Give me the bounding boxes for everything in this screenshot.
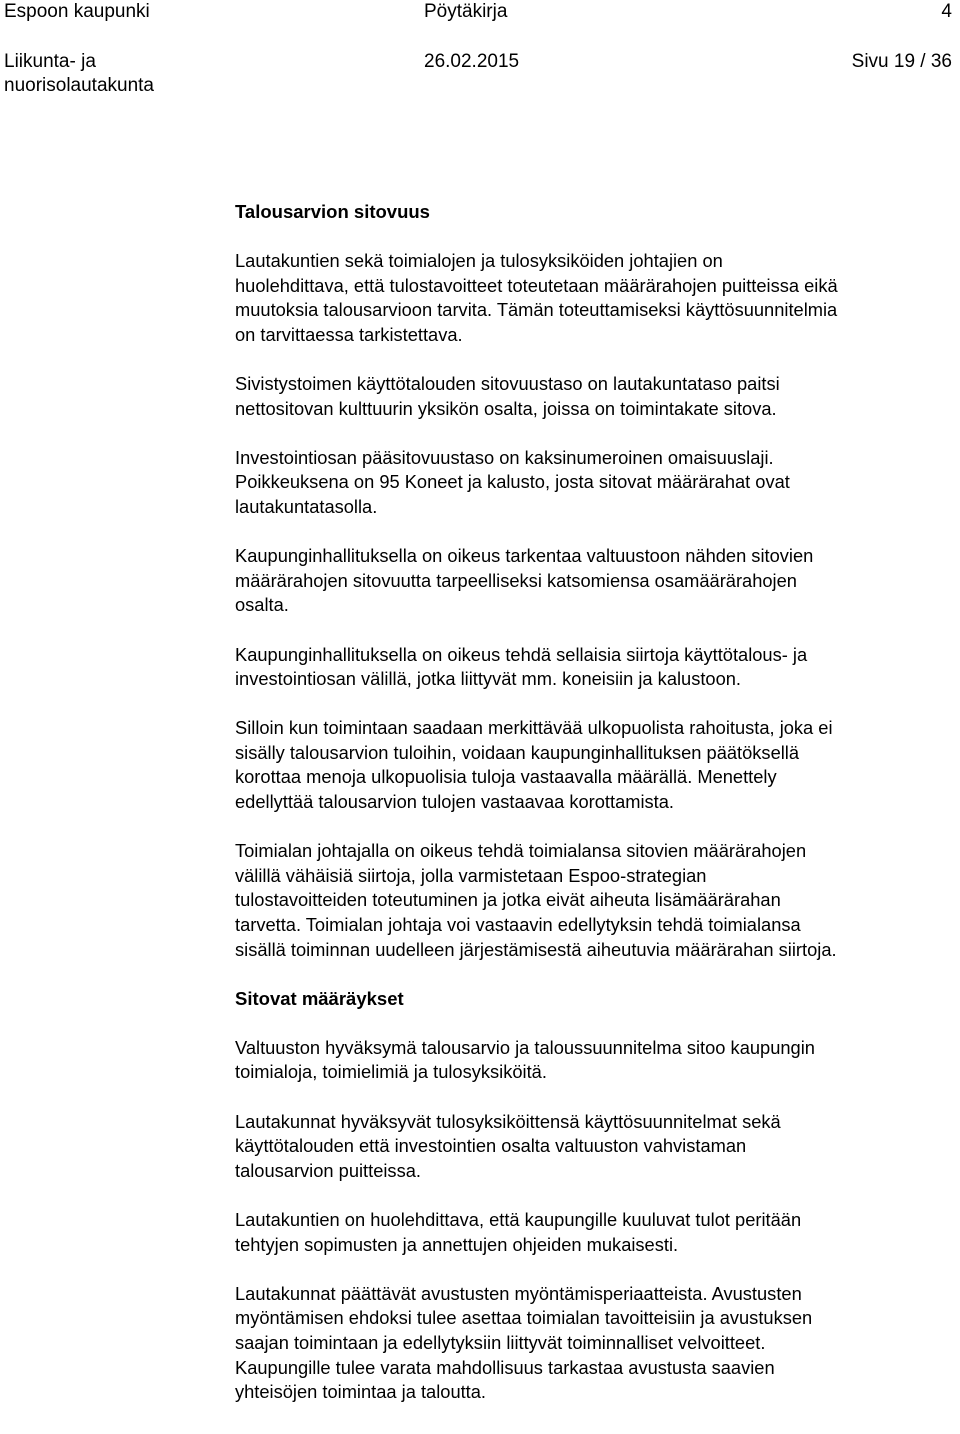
paragraph-line: Kaupungille tulee varata mahdollisuus tarkastaa avustusta saavien (235, 1356, 775, 1378)
paragraph-line: Sivistystoimen käyttötalouden sitovuustaso on lautakuntataso paitsi (235, 372, 780, 394)
paragraph (235, 249, 957, 347)
paragraph-line: nettositovan kulttuurin yksikön osalta, joissa on toimintakate sitova. (235, 397, 777, 419)
paragraph-line: huolehdittava, että tulostavoitteet toteutetaan määrärahojen puitteissa eikä (235, 274, 838, 296)
paragraph-line: korottaa menoja ulkopuolisia tuloja vastaavalla määrällä. Menettely (235, 766, 777, 788)
header-page-number: Sivu 19 / 36 (851, 51, 952, 72)
section-heading: Talousarvion sitovuus (235, 201, 430, 222)
paragraph-line: käyttötalouden että investointien osalta valtuuston vahvistaman (235, 1135, 747, 1157)
paragraph-line: osalta. (235, 594, 289, 616)
section-heading: Sitovat määräykset (235, 987, 404, 1009)
paragraph-line: talousarvion puitteissa. (235, 1159, 421, 1181)
paragraph-line: välillä vähäisiä siirtoja, jolla varmistetaan Espoo-strategian (235, 864, 707, 886)
paragraph-line: toimialoja, toimielimiä ja tulosyksiköitä. (235, 1061, 547, 1083)
paragraph-line: edellyttää talousarvion tulojen vastaavaa korottamista. (235, 791, 674, 813)
paragraph-line: Toimialan johtajalla on oikeus tehdä toimialansa sitovien määrärahojen (235, 840, 807, 862)
paragraph-line: tulostavoitteiden toteutuminen ja jotka eivät aiheuta lisämäärärahan (235, 889, 781, 911)
paragraph-line: Kaupunginhallituksella on oikeus tehdä sellaisia siirtoja käyttötalous- ja (235, 643, 808, 665)
paragraph (235, 643, 957, 692)
paragraph (235, 839, 957, 962)
paragraph-line: sisällä toiminnan uudelleen järjestämisestä aiheutuvia määrärahan siirtoja. (235, 938, 837, 960)
paragraph-line: Silloin kun toimintaan saadaan merkittävää ulkopuolista rahoitusta, joka ei (235, 717, 833, 739)
paragraph-line: Valtuuston hyväksymä talousarvio ja taloussuunnitelma sitoo kaupungin (235, 1036, 815, 1058)
paragraph (235, 1282, 957, 1405)
paragraph-line: Kaupunginhallituksella on oikeus tarkentaa valtuustoon nähden sitovien (235, 545, 814, 567)
paragraph-line: saajan toimintaan ja edellytyksiin liittyvät toiminnalliset velvoitteet. (235, 1331, 766, 1353)
paragraph-line: on tarvittaessa tarkistettava. (235, 323, 463, 345)
paragraph-line: sisälly talousarvion tuloihin, voidaan kaupunginhallituksen päätöksellä (235, 741, 800, 763)
header-board-name: Liikunta- ja nuorisolautakunta (4, 51, 154, 96)
header-document-type: Pöytäkirja (424, 1, 508, 22)
paragraph-line: lautakuntatasolla. (235, 495, 378, 517)
header-date: 26.02.2015 (424, 51, 520, 72)
paragraph-line: Lautakuntien on huolehdittava, että kaupungille kuuluvat tulot peritään (235, 1208, 802, 1230)
paragraph-line: Lautakuntien sekä toimialojen ja tulosyksiköiden johtajien on (235, 250, 723, 271)
paragraph-line: määrärahojen sitovuutta tarpeelliseksi katsomiensa osamäärärahojen (235, 569, 797, 591)
paragraph-line: Investointiosan pääsitovuustaso on kaksinumeroinen omaisuuslaji. (235, 446, 774, 468)
paragraph-line: investointiosan välillä, jotka liittyvät mm. koneisiin ja kalustoon. (235, 668, 742, 690)
paragraph (235, 716, 957, 814)
paragraph-line: tarvetta. Toimialan johtaja voi vastaavin edellytyksin tehdä toimialansa (235, 914, 801, 936)
paragraph-line: Lautakunnat päättävät avustusten myöntämisperiaatteista. Avustusten (235, 1282, 802, 1304)
paragraph-line: myöntämisen ehdoksi tulee asettaa toimialan tavoitteisiin ja avustuksen (235, 1307, 813, 1329)
document-body (235, 200, 957, 1429)
paragraph (235, 1208, 957, 1257)
paragraph-line: tehtyjen sopimusten ja annettujen ohjeiden mukaisesti. (235, 1233, 679, 1255)
paragraph (235, 372, 957, 421)
paragraph (235, 1110, 957, 1184)
paragraph-line: Lautakunnat hyväksyvät tulosyksiköittensä käyttösuunnitelmat sekä (235, 1110, 781, 1132)
header-document-number: 4 (941, 1, 952, 22)
paragraph (235, 1036, 957, 1085)
paragraph-line: yhteisöjen toimintaa ja taloutta. (235, 1381, 487, 1403)
paragraph-line: muutoksia talousarvioon tarvita. Tämän toteuttamiseksi käyttösuunnitelmia (235, 299, 838, 321)
paragraph-line: Poikkeuksena on 95 Koneet ja kalusto, josta sitovat määrärahat ovat (235, 471, 790, 493)
header-organization: Espoon kaupunki (4, 1, 150, 22)
paragraph (235, 446, 957, 520)
paragraph (235, 544, 957, 618)
